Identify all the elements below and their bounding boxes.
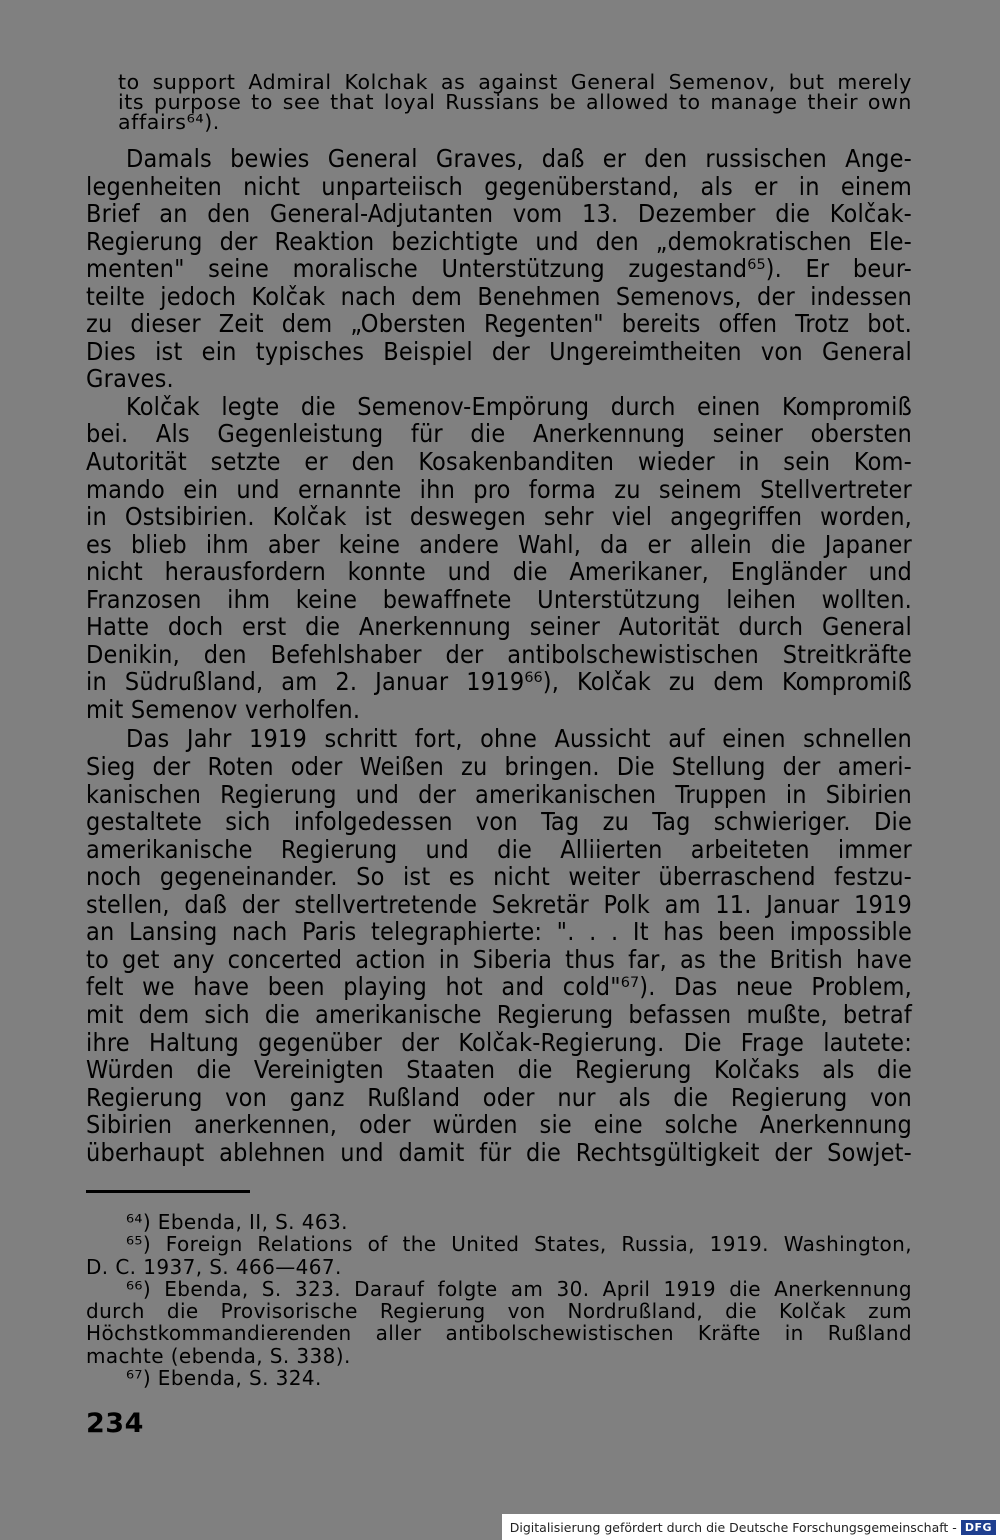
paragraph-line: legenheiten nicht unparteiisch gegenüberstand, als er in einem	[86, 171, 912, 201]
paragraph-line: Sieg der Roten oder Weißen zu bringen. Die Stellung der ameri-	[86, 752, 912, 782]
paragraph-line: felt we have been playing hot and cold"⁶⁷). Das neue Problem,	[86, 972, 912, 1002]
paragraph-line: Regierung von ganz Rußland oder nur als die Regierung von	[86, 1082, 912, 1112]
paragraph-line: in Ostsibirien. Kolčak ist deswegen sehr viel angegriffen worden,	[86, 502, 912, 532]
footnote-line: ⁶⁴) Ebenda, II, S. 463.	[126, 1210, 348, 1234]
paragraph-line: Das Jahr 1919 schritt fort, ohne Aussicht auf einen schnellen	[126, 724, 912, 754]
footnote-line: D. C. 1937, S. 466—467.	[86, 1254, 342, 1279]
paragraph-line: Kolčak legte die Semenov-Empörung durch einen Kompromiß	[126, 391, 912, 421]
footnote-line: machte (ebenda, S. 338).	[86, 1343, 351, 1368]
footnote-line: ⁶⁶) Ebenda, S. 323. Darauf folgte am 30. April 1919 die Anerkennung	[126, 1276, 912, 1301]
digitization-credit	[502, 1514, 1000, 1540]
paragraph-line: mando ein und ernannte ihn pro forma zu seinem Stellvertreter	[86, 474, 912, 504]
quote-line: affairs⁶⁴).	[118, 110, 220, 134]
paragraph-line: stellen, daß der stellvertretende Sekretär Polk am 11. Januar 1919	[86, 889, 912, 919]
paragraph-line: Sibirien anerkennen, oder würden sie eine solche Anerkennung	[86, 1110, 912, 1140]
paragraph-line: Franzosen ihm keine bewaffnete Unterstützung leihen wollten.	[86, 584, 912, 614]
paragraph-graves	[86, 145, 912, 393]
paragraph-line: Denikin, den Befehlshaber der antibolschewistischen Streitkräfte	[86, 639, 912, 669]
paragraph-line: Brief an den General-Adjutanten vom 13. Dezember die Kolčak-	[86, 199, 912, 229]
footnote-divider	[86, 1190, 250, 1193]
paragraph-1919	[86, 725, 912, 1166]
paragraph-line: Würden die Vereinigten Staaten die Regierung Kolčaks als die	[86, 1055, 912, 1085]
paragraph-line: mit dem sich die amerikanische Regierung befassen mußte, betraf	[86, 999, 912, 1029]
quote-line: its purpose to see that loyal Russians be allowed to manage their own	[118, 90, 912, 114]
paragraph-line: amerikanische Regierung und die Alliierten arbeiteten immer	[86, 834, 912, 864]
footnote-66	[86, 1278, 912, 1367]
paragraph-line: in Südrußland, am 2. Januar 1919⁶⁶), Kolčak zu dem Kompromiß	[86, 667, 912, 697]
footnote-line: Höchstkommandierenden aller antibolschewistischen Kräfte in Rußland	[86, 1321, 912, 1346]
footnote-67	[86, 1367, 912, 1389]
paragraph-line: an Lansing nach Paris telegraphierte: ". . . It has been impossible	[86, 917, 912, 947]
paragraph-line: gestaltete sich infolgedessen von Tag zu Tag schwieriger. Die	[86, 807, 912, 837]
paragraph-line: es blieb ihm aber keine andere Wahl, da er allein die Japaner	[86, 529, 912, 559]
paragraph-line: to get any concerted action in Siberia thus far, as the British have	[86, 944, 912, 974]
paragraph-line: überhaupt ablehnen und damit für die Rechtsgültigkeit der Sowjet-	[86, 1137, 912, 1167]
paragraph-line: kanischen Regierung und der amerikanischen Truppen in Sibirien	[86, 779, 912, 809]
paragraph-line: ihre Haltung gegenüber der Kolčak-Regierung. Die Frage lautete:	[86, 1027, 912, 1057]
paragraph-line: teilte jedoch Kolčak nach dem Benehmen Semenovs, der indessen	[86, 281, 912, 311]
footnote-line: ⁶⁵) Foreign Relations of the United States, Russia, 1919. Washington,	[126, 1232, 912, 1257]
page-number: 234	[86, 1408, 144, 1439]
paragraph-kolcak	[86, 393, 912, 724]
paragraph-line: bei. Als Gegenleistung für die Anerkennung seiner obersten	[86, 419, 912, 449]
body-text	[86, 145, 912, 1166]
credit-text: Digitalisierung gefördert durch die Deutsche Forschungsgemeinschaft -	[509, 1519, 957, 1535]
paragraph-line: mit Semenov verholfen.	[86, 694, 361, 724]
footnote-line: ⁶⁷) Ebenda, S. 324.	[126, 1366, 322, 1391]
paragraph-line: Regierung der Reaktion bezichtigte und den „demokratischen Ele-	[86, 226, 912, 256]
paragraph-line: Hatte doch erst die Anerkennung seiner Autorität durch General	[86, 612, 912, 642]
quotation-lines	[118, 72, 912, 132]
dfg-logo: DFG	[961, 1520, 996, 1535]
paragraph-line: Dies ist ein typisches Beispiel der Ungereimtheiten von General	[86, 336, 912, 366]
paragraph-line: Autorität setzte er den Kosakenbanditen wieder in sein Kom-	[86, 447, 912, 477]
footnote-64	[86, 1211, 912, 1233]
footnote-line: durch die Provisorische Regierung von Nordrußland, die Kolčak zum	[86, 1299, 912, 1324]
paragraph-line: zu dieser Zeit dem „Obersten Regenten" bereits offen Trotz bot.	[86, 309, 912, 339]
quotation-block	[118, 72, 912, 132]
paragraph-line: Graves.	[86, 364, 174, 394]
quote-line: to support Admiral Kolchak as against General Semenov, but merely	[118, 70, 912, 94]
paragraph-line: noch gegeneinander. So ist es nicht weiter überraschend festzu-	[86, 862, 912, 892]
paragraph-line: menten" seine moralische Unterstützung zugestand⁶⁵). Er beur-	[86, 254, 912, 284]
footnotes	[86, 1211, 912, 1389]
paragraph-line: Damals bewies General Graves, daß er den russischen Ange-	[126, 144, 912, 173]
footnote-65	[86, 1233, 912, 1278]
paragraph-line: nicht herausfordern konnte und die Amerikaner, Engländer und	[86, 557, 912, 587]
